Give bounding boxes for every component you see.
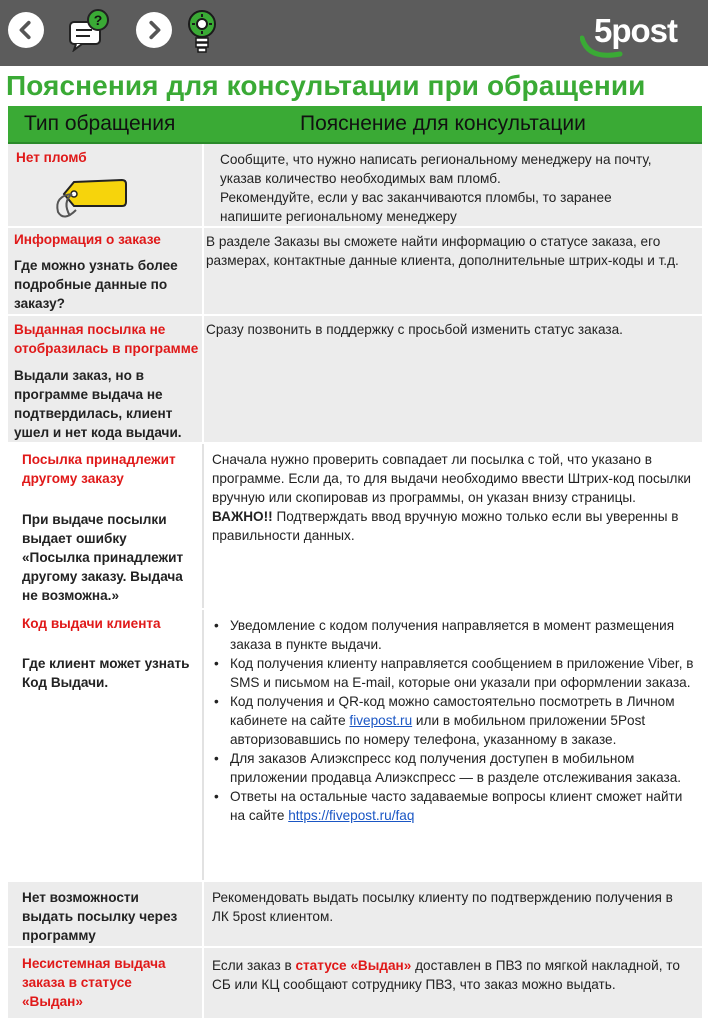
bullet-item [230,692,694,749]
fivepost-site-link[interactable]: fivepost.ru [349,713,413,728]
type-description: Где клиент может узнать Код Выдачи. [22,656,190,690]
explanation-cell [204,610,702,880]
type-title: Нет пломб [16,150,87,165]
svg-text:?: ? [93,12,103,28]
explanation-cell [204,948,702,1018]
type-description: Где можно узнать более подробные данные по заказу? [14,258,178,311]
explanation-cell [204,316,702,442]
explanation-line: указав количество необходимых вам пломб. [220,171,501,186]
type-cell [8,444,204,608]
type-title: Информация о заказе [14,232,161,247]
type-cell [8,228,204,314]
explanation-text: Сразу позвонить в поддержку с просьбой изменить статус заказа. [206,322,623,337]
table-row [8,144,702,226]
chevron-left-icon [15,19,37,41]
important-note: Подтверждать ввод вручную можно только если вы уверенны в правильности данных. [212,509,679,543]
explanation-line: напишите региональному менеджеру [220,209,457,224]
top-toolbar [0,0,708,66]
type-description: Выдали заказ, но в программе выдача не подтвердилась, клиент ушел и нет кода выдачи. [14,368,182,440]
status-highlight: статусе «Выдан» [295,958,412,973]
explanation-body: Сначала нужно проверить совпадает ли посылка с той, что указано в программе. Если да, то для выдачи необходимо ввести Штрих-код посылки вручную или скопировав из программы, он указан внизу страницы. [212,452,691,505]
explanation-line: Сообщите, что нужно написать региональному менеджеру на почту, [220,152,652,167]
bullet-item: • Код получения клиенту направляется сообщением в приложение Viber, в SMS и письмом на E-mail, которые они указали при оформлении заказа. [230,654,694,692]
table-row [8,882,702,946]
important-label: ВАЖНО!! [212,509,273,524]
table-header [8,106,702,144]
explanation-cell [204,228,702,314]
faq-link[interactable]: https://fivepost.ru/faq [288,808,415,823]
type-description: Нет возможности выдать посылку через программу [22,890,178,943]
type-title: Несистемная выдача заказа в статусе «Выдан» [22,956,166,1009]
bullet-text: или в мобильном приложении 5Post авторизовавшись по номеру телефона, указанному в заказе. [230,713,646,747]
explanation-cell [204,882,702,946]
type-description: При выдаче посылки выдает ошибку «Посылка принадлежит другому заказу. Выдача не возможна.» [22,512,184,603]
explanation-body: Если заказ в [212,958,296,973]
explanation-body: доставлен в ПВЗ по мягкой накладной, то СБ или КЦ сообщают сотруднику ПВЗ, что заказ можно выдать. [212,958,680,992]
table-row [8,228,702,314]
brand-logo [580,10,690,60]
bullet-text: Код получения и QR-код можно самостоятельно посмотреть в Личном кабинете на сайте [230,694,675,728]
bullet-item: • Уведомление с кодом получения направляется в момент размещения заказа в пункте выдачи. [230,616,694,654]
bullet-item: • Для заказов Алиэкспресс код получения доступен в мобильном приложении продавца Алиэкспресс — в разделе отслеживания заказа. [230,749,694,787]
explanation-text: В разделе Заказы вы сможете найти информацию о статусе заказа, его размерах, контактные данные клиента, дополнительные штрих-коды и т.д. [206,234,679,268]
table-row [8,948,702,1018]
table-row [8,444,702,608]
explanation-cell [204,144,702,226]
bullet-item [230,787,694,825]
type-cell [8,144,204,226]
logo-text: 5post [594,12,678,49]
explanation-cell [204,444,702,608]
chevron-right-icon [143,19,165,41]
type-title: Выданная посылка не отобразилась в программе [14,322,199,356]
bullet-text: Ответы на остальные часто задаваемые вопросы клиент сможет найти на сайте [230,789,683,823]
explanation-text: Рекомендовать выдать посылку клиенту по подтверждению получения в ЛК 5post клиентом. [212,890,673,924]
table-row [8,316,702,442]
price-tag-icon [52,172,130,222]
type-cell [8,610,204,880]
explanation-line: Рекомендуйте, если у вас заканчиваются пломбы, то заранее [220,190,612,205]
type-cell [8,316,204,442]
chat-question-icon[interactable] [68,8,112,52]
type-title: Код выдачи клиента [22,616,161,631]
forward-button[interactable] [136,12,172,48]
page-title: Пояснения для консультации при обращении [6,70,646,101]
type-cell [8,948,204,1018]
column-header-explanation: Пояснение для консультации [300,112,586,135]
lightbulb-gear-icon[interactable] [184,8,220,54]
explanation-text [212,956,696,994]
explanation-text [220,150,700,226]
column-header-type: Тип обращения [24,112,176,135]
type-title: Посылка принадлежит другому заказу [22,452,176,486]
back-button[interactable] [8,12,44,48]
explanation-bullet-list [210,616,694,825]
table-row [8,610,702,880]
explanation-text [212,450,696,545]
type-cell [8,882,204,946]
